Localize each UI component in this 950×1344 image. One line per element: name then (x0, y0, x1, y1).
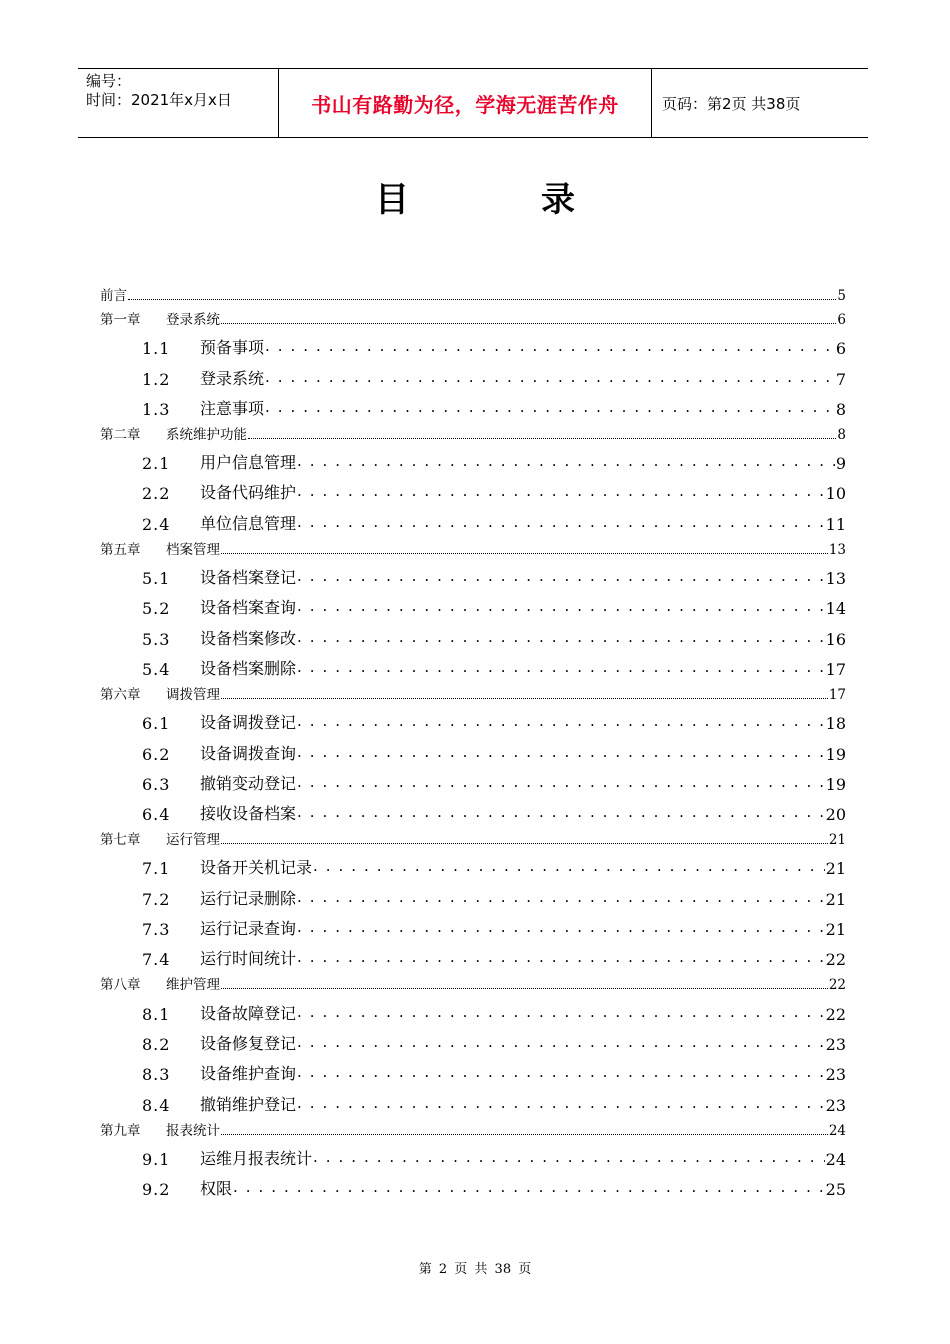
header-meta (78, 69, 279, 137)
toc-chapter-entry[interactable] (100, 969, 846, 993)
toc-entry-page: 14 (825, 599, 846, 619)
toc-entry-page: 10 (825, 484, 846, 504)
toc-dot-leader (297, 1032, 825, 1051)
toc-entry-page: 8 (835, 399, 846, 419)
toc-entry-number: 第八章 (100, 977, 141, 994)
toc-section-entry[interactable] (100, 848, 846, 878)
toc-entry-label: 设备维护查询 (200, 1064, 297, 1084)
toc-dot-leader (313, 1147, 825, 1166)
toc-entry-label: 撤销变动登记 (200, 773, 297, 793)
toc-entry-page: 23 (825, 1095, 846, 1115)
toc-entry-label: 单位信息管理 (200, 513, 297, 533)
toc-dot-leader (297, 1062, 825, 1081)
toc-entry-number: 第二章 (100, 426, 141, 443)
toc-entry-page: 17 (828, 686, 846, 703)
toc-dot-leader (297, 627, 825, 646)
toc-dot-leader (128, 299, 836, 300)
toc-chapter-entry[interactable] (100, 1115, 846, 1139)
toc-section-entry[interactable] (100, 878, 846, 908)
toc-entry-label: 运行管理 (166, 832, 220, 849)
toc-entry-label: 运行时间统计 (200, 949, 297, 969)
toc-chapter-entry[interactable] (100, 534, 846, 558)
toc-dot-leader (313, 856, 825, 875)
toc-section-entry[interactable] (100, 1054, 846, 1084)
toc-dot-leader (265, 336, 835, 355)
toc-dot-leader (297, 887, 825, 906)
toc-entry-page: 22 (825, 950, 846, 970)
toc-entry-page: 7 (835, 369, 846, 389)
toc-entry-label: 系统维护功能 (166, 426, 247, 443)
toc-entry-number: 7.1 (142, 859, 171, 879)
toc-section-entry[interactable] (100, 503, 846, 533)
toc-entry-number: 8.2 (142, 1034, 171, 1054)
toc-chapter-entry[interactable] (100, 304, 846, 328)
toc-entry-page: 16 (825, 629, 846, 649)
toc-entry-number: 1.1 (142, 339, 171, 359)
page-header (78, 68, 868, 138)
toc-entry-page: 24 (828, 1122, 846, 1139)
toc-entry-label: 运维月报表统计 (200, 1148, 313, 1168)
toc-section-entry[interactable] (100, 764, 846, 794)
toc-dot-leader (221, 553, 828, 554)
toc-entry-label: 设备调拨查询 (200, 743, 297, 763)
toc-entry-number: 1.3 (142, 399, 171, 419)
header-motto: 书山有路勤为径，学海无涯苦作舟 (279, 69, 652, 137)
toc-entry-page: 19 (825, 774, 846, 794)
toc-section-entry[interactable] (100, 328, 846, 358)
toc-dot-leader (297, 566, 825, 585)
toc-entry-number: 第五章 (100, 541, 141, 558)
toc-section-entry[interactable] (100, 588, 846, 618)
page-footer: 第 2 页 共 38 页 (418, 1262, 532, 1277)
toc-dot-leader (297, 917, 825, 936)
toc-entry-label: 撤销维护登记 (200, 1094, 297, 1114)
toc-entry-number: 2.4 (142, 514, 171, 534)
toc-entry-label: 用户信息管理 (200, 453, 297, 473)
toc-entry-number: 5.3 (142, 629, 171, 649)
toc-entry-number: 8.4 (142, 1095, 171, 1115)
toc-dot-leader (221, 988, 828, 989)
toc-entry-page: 13 (825, 569, 846, 589)
toc-dot-leader (297, 657, 825, 676)
toc-entry-number: 5.2 (142, 599, 171, 619)
toc-section-entry[interactable] (100, 703, 846, 733)
toc-section-entry[interactable] (100, 358, 846, 388)
toc-dot-leader (248, 438, 836, 439)
toc-entry-page: 20 (825, 805, 846, 825)
toc-entry-number: 第一章 (100, 312, 141, 328)
toc-entry-page: 23 (825, 1034, 846, 1054)
toc-entry-page: 25 (825, 1180, 846, 1200)
toc-entry-label: 登录系统 (200, 368, 265, 388)
toc-entry-number: 8.1 (142, 1004, 171, 1024)
toc-entry-number: 7.4 (142, 950, 171, 970)
toc-entry-number: 9.1 (142, 1149, 171, 1169)
toc-entry-number: 第六章 (100, 686, 141, 703)
toc-section-entry[interactable] (100, 649, 846, 679)
toc-entry-page: 19 (825, 744, 846, 764)
toc-entry-number: 6.4 (142, 805, 171, 825)
toc-entry-page: 6 (835, 339, 846, 359)
toc-entry-page: 21 (825, 920, 846, 940)
toc-entry-number: 7.2 (142, 889, 171, 909)
toc-entry-label: 维护管理 (166, 977, 220, 994)
toc-entry-label: 设备调拨登记 (200, 713, 297, 733)
toc-dot-leader (221, 843, 828, 844)
toc-dot-leader (265, 397, 835, 416)
toc-entry-number: 7.3 (142, 920, 171, 940)
toc-entry-label: 设备代码维护 (200, 483, 297, 503)
toc-dot-leader (297, 772, 825, 791)
doc-time-label: 时间：2021年x月x日 (86, 91, 232, 109)
toc-section-entry[interactable] (100, 909, 846, 939)
toc-entry-page: 8 (837, 426, 846, 443)
toc-entry-label: 接收设备档案 (200, 804, 297, 824)
doc-code-label: 编号： (86, 72, 132, 90)
toc-entry-number: 2.2 (142, 484, 171, 504)
toc-entry-label: 权限 (200, 1179, 233, 1199)
header-page-info: 页码：第2页 共38页 (662, 94, 801, 113)
toc-entry-label: 报表统计 (166, 1122, 220, 1139)
toc-section-entry[interactable] (100, 618, 846, 648)
toc-entry-page: 13 (828, 541, 846, 558)
toc-chapter-entry[interactable] (100, 280, 846, 304)
toc-entry-number: 8.3 (142, 1065, 171, 1085)
toc-entry-page: 17 (825, 659, 846, 679)
toc-section-entry[interactable] (100, 1169, 846, 1199)
toc-entry-label: 运行记录查询 (200, 919, 297, 939)
toc-dot-leader (297, 596, 825, 615)
toc-dot-leader (297, 512, 825, 531)
toc-entry-page: 21 (828, 832, 846, 849)
toc-entry-number: 6.3 (142, 774, 171, 794)
toc-dot-leader (297, 481, 825, 500)
toc-dot-leader (297, 451, 835, 470)
toc-section-entry[interactable] (100, 443, 846, 473)
toc-entry-label: 档案管理 (166, 541, 220, 558)
toc-section-entry[interactable] (100, 733, 846, 763)
toc-dot-leader (265, 367, 835, 386)
toc-entry-page: 11 (825, 514, 846, 534)
toc-entry-label: 注意事项 (200, 398, 265, 418)
toc-entry-page: 18 (825, 714, 846, 734)
toc-entry-page: 21 (825, 889, 846, 909)
toc-entry-number: 1.2 (142, 369, 171, 389)
toc-entry-label: 登录系统 (166, 312, 220, 328)
table-of-contents (100, 280, 846, 1199)
toc-dot-leader (221, 323, 836, 324)
toc-entry-number: 6.1 (142, 714, 171, 734)
toc-entry-label: 设备档案修改 (200, 628, 297, 648)
toc-dot-leader (297, 1002, 825, 1021)
toc-entry-number: 5.4 (142, 659, 171, 679)
toc-section-entry[interactable] (100, 1139, 846, 1169)
toc-entry-number: 6.2 (142, 744, 171, 764)
toc-entry-page: 9 (835, 454, 846, 474)
toc-dot-leader (297, 947, 825, 966)
toc-entry-page: 24 (825, 1149, 846, 1169)
toc-entry-page: 5 (837, 288, 846, 304)
toc-dot-leader (297, 742, 825, 761)
toc-dot-leader (233, 1177, 825, 1196)
toc-entry-label: 设备档案查询 (200, 598, 297, 618)
toc-entry-label: 设备开关机记录 (200, 858, 313, 878)
toc-section-entry[interactable] (100, 389, 846, 419)
toc-dot-leader (297, 802, 825, 821)
toc-entry-label: 设备档案登记 (200, 568, 297, 588)
toc-entry-label: 设备修复登记 (200, 1033, 297, 1053)
toc-entry-page: 23 (825, 1065, 846, 1085)
toc-entry-number: 9.2 (142, 1180, 171, 1200)
toc-entry-number: 5.1 (142, 569, 171, 589)
toc-chapter-entry[interactable] (100, 419, 846, 443)
toc-section-entry[interactable] (100, 993, 846, 1023)
toc-section-entry[interactable] (100, 558, 846, 588)
toc-entry-label: 运行记录删除 (200, 888, 297, 908)
toc-section-entry[interactable] (100, 1084, 846, 1114)
toc-entry-label: 设备故障登记 (200, 1003, 297, 1023)
toc-entry-page: 22 (825, 1004, 846, 1024)
toc-section-entry[interactable] (100, 1024, 846, 1054)
toc-dot-leader (297, 711, 825, 730)
toc-entry-page: 22 (828, 977, 846, 994)
toc-entry-label: 预备事项 (200, 338, 265, 358)
toc-entry-label: 前言 (100, 288, 127, 304)
toc-dot-leader (297, 1093, 825, 1112)
toc-entry-page: 21 (825, 859, 846, 879)
toc-entry-number: 2.1 (142, 454, 171, 474)
toc-entry-label: 设备档案删除 (200, 658, 297, 678)
toc-dot-leader (221, 698, 828, 699)
toc-chapter-entry[interactable] (100, 679, 846, 703)
toc-dot-leader (221, 1134, 828, 1135)
toc-chapter-entry[interactable] (100, 824, 846, 848)
toc-entry-label: 调拨管理 (166, 686, 220, 703)
toc-entry-number: 第九章 (100, 1122, 141, 1139)
toc-section-entry[interactable] (100, 939, 846, 969)
toc-section-entry[interactable] (100, 794, 846, 824)
toc-title: 目录 (375, 180, 707, 220)
toc-entry-page: 6 (837, 312, 846, 328)
toc-section-entry[interactable] (100, 473, 846, 503)
toc-entry-number: 第七章 (100, 832, 141, 849)
